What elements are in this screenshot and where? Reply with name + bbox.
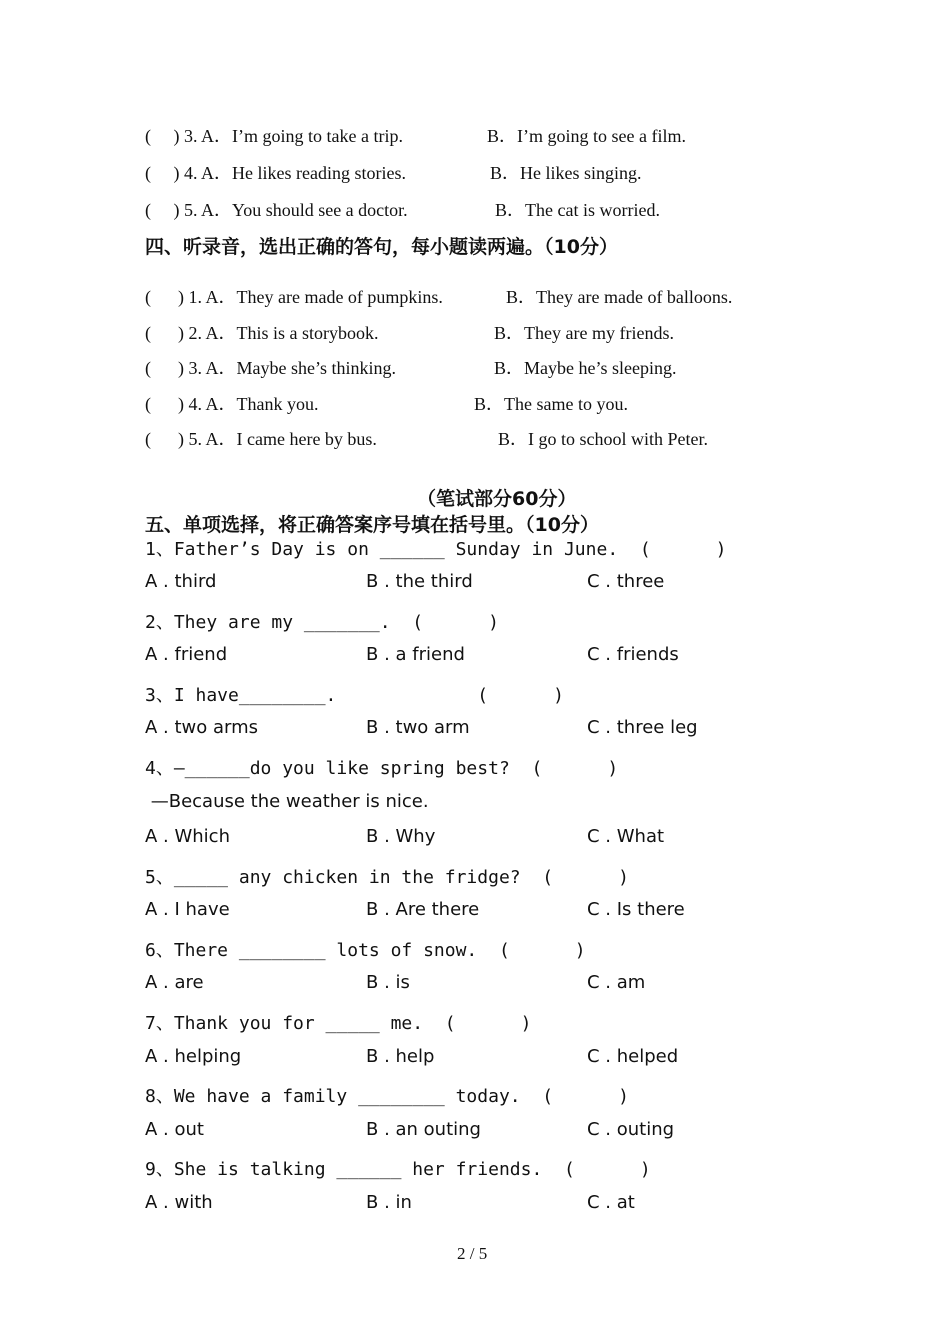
section4-item-3-b: B．Maybe he’s sleeping.: [494, 358, 677, 378]
question-5: 5、_____ any chicken in the fridge? ( ): [145, 867, 629, 888]
section4-item-3-a: ( ) 3. A．Maybe she’s thinking.: [145, 358, 396, 378]
question-8: 8、We have a family ________ today. ( ): [145, 1086, 629, 1107]
question-1: 1、Father’s Day is on ______ Sunday in June. ( ): [145, 539, 727, 560]
question-3-option-a: A . two arms: [145, 717, 259, 738]
question-4-option-c: C . What: [587, 826, 665, 847]
question-6-option-c: C . am: [587, 972, 646, 993]
question-7: 7、Thank you for _____ me. ( ): [145, 1013, 532, 1034]
question-4-option-a: A . Which: [145, 826, 230, 847]
question-2-option-c: C . friends: [587, 644, 679, 665]
section5-title: 五、单项选择，将正确答案序号填在括号里。（10分）: [145, 514, 599, 536]
question-9-option-c: C . at: [587, 1192, 635, 1213]
section4-item-1-a: ( ) 1. A．They are made of pumpkins.: [145, 287, 443, 307]
listening-q4-option-a: ( ) 4. A．He likes reading stories.: [145, 163, 406, 183]
question-3-option-c: C . three leg: [587, 717, 698, 738]
question-6-option-a: A . are: [145, 972, 204, 993]
listening-q3-option-b: B．I’m going to see a film.: [487, 126, 686, 146]
question-2-option-b: B . a friend: [366, 644, 465, 665]
section4-item-4-a: ( ) 4. A．Thank you.: [145, 394, 319, 414]
section4-item-2-a: ( ) 2. A．This is a storybook.: [145, 323, 379, 343]
question-7-option-b: B . help: [366, 1046, 435, 1067]
listening-q4-option-b: B．He likes singing.: [490, 163, 642, 183]
question-3-option-b: B . two arm: [366, 717, 470, 738]
question-6: 6、There ________ lots of snow. ( ): [145, 940, 586, 961]
section4-item-4-b: B．The same to you.: [474, 394, 628, 414]
section4-title: 四、听录音，选出正确的答句，每小题读两遍。（10分）: [145, 236, 618, 258]
question-9-option-a: A . with: [145, 1192, 213, 1213]
question-2-option-a: A . friend: [145, 644, 228, 665]
question-8-option-b: B . an outing: [366, 1119, 481, 1140]
question-5-option-b: B . Are there: [366, 899, 480, 920]
question-9: 9、She is talking ______ her friends. ( ): [145, 1159, 651, 1180]
question-8-option-a: A . out: [145, 1119, 204, 1140]
question-5-option-c: C . Is there: [587, 899, 685, 920]
question-4: 4、—______do you like spring best? ( ): [145, 758, 619, 779]
listening-q3-option-a: ( ) 3. A．I’m going to take a trip.: [145, 126, 403, 146]
question-1-option-b: B . the third: [366, 571, 473, 592]
question-7-option-c: C . helped: [587, 1046, 679, 1067]
question-6-option-b: B . is: [366, 972, 410, 993]
question-9-option-b: B . in: [366, 1192, 412, 1213]
question-7-option-a: A . helping: [145, 1046, 242, 1067]
question-4-option-b: B . Why: [366, 826, 436, 847]
question-3: 3、I have________. ( ): [145, 685, 564, 706]
written-part-title: （笔试部分60分）: [417, 488, 577, 510]
listening-q5-option-b: B．The cat is worried.: [495, 200, 660, 220]
section4-item-5-a: ( ) 5. A．I came here by bus.: [145, 429, 377, 449]
section4-item-1-b: B．They are made of balloons.: [506, 287, 733, 307]
question-4-reply: —Because the weather is nice.: [145, 791, 429, 812]
question-1-option-c: C . three: [587, 571, 665, 592]
section4-item-2-b: B．They are my friends.: [494, 323, 674, 343]
section4-item-5-b: B．I go to school with Peter.: [498, 429, 708, 449]
question-1-option-a: A . third: [145, 571, 217, 592]
question-5-option-a: A . I have: [145, 899, 230, 920]
listening-q5-option-a: ( ) 5. A．You should see a doctor.: [145, 200, 408, 220]
question-8-option-c: C . outing: [587, 1119, 675, 1140]
question-2: 2、They are my _______. ( ): [145, 612, 499, 633]
page-number: 2 / 5: [457, 1244, 488, 1263]
